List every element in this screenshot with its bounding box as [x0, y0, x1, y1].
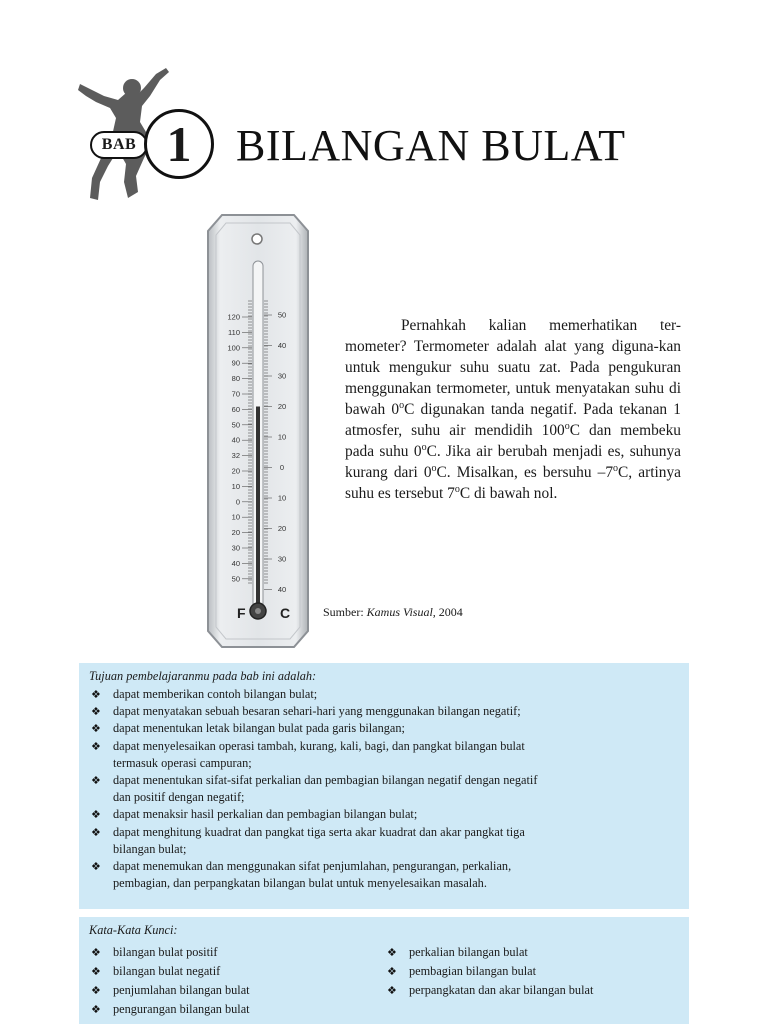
objective-text: dapat menaksir hasil perkalian dan pembagian bilangan bulat;	[113, 807, 418, 822]
diamond-bullet-icon: ❖	[91, 965, 101, 978]
image-source-caption	[323, 605, 463, 620]
intro-paragraph	[345, 315, 681, 504]
keyword-text: penjumlahan bilangan bulat	[113, 983, 250, 997]
celsius-tick-label: 10	[277, 493, 287, 503]
objective-text: dapat menyelesaikan operasi tambah, kurang, kali, bagi, dan pangkat bilangan bulat termasuk operasi campuran;	[113, 738, 525, 770]
diamond-bullet-icon: ❖	[91, 722, 101, 736]
learning-objectives-box	[79, 663, 689, 909]
source-label: Sumber:	[323, 605, 364, 619]
chapter-number: 1	[144, 109, 214, 179]
diamond-bullet-icon: ❖	[91, 808, 101, 822]
fahrenheit-tick-label: 40	[231, 435, 240, 445]
chapter-header	[0, 0, 768, 210]
objective-item	[89, 686, 553, 703]
degree-mark: o	[613, 462, 619, 474]
objectives-title: Tujuan pembelajaranmu pada bab ini adalah:	[89, 669, 317, 683]
diamond-bullet-icon: ❖	[91, 1003, 101, 1016]
celsius-tick-label: 30	[277, 554, 287, 564]
diamond-bullet-icon: ❖	[91, 825, 101, 839]
keyword-item	[89, 962, 385, 981]
diamond-bullet-icon: ❖	[91, 860, 101, 874]
fahrenheit-tick-label: 60	[231, 404, 240, 414]
objective-item	[89, 806, 553, 823]
keyword-item	[385, 981, 593, 1000]
degree-mark: o	[431, 462, 437, 474]
diamond-bullet-icon: ❖	[387, 984, 397, 997]
celsius-tick-label: 40	[277, 585, 287, 594]
intro-text: C dan membeku pada suhu 0	[345, 422, 681, 460]
fahrenheit-tick-label: 80	[231, 374, 240, 384]
keyword-text: perkalian bilangan bulat	[409, 945, 528, 959]
fahrenheit-tick-label: 50	[231, 420, 240, 430]
celsius-tick-label: 50	[277, 310, 287, 320]
degree-mark: o	[399, 399, 405, 411]
intro-text: C digunakan tanda negatif. Pada tekanan 1 atmosfer, suhu air mendidih 100	[345, 401, 681, 439]
fahrenheit-tick-label: 0	[235, 497, 240, 507]
objective-text: dapat menghitung kuadrat dan pangkat tiga serta akar kuadrat dan akar pangkat tiga bilangan bulat;	[113, 824, 525, 856]
fahrenheit-tick-label: 50	[231, 574, 240, 584]
objective-item	[89, 703, 553, 720]
keyword-text: pembagian bilangan bulat	[409, 964, 537, 978]
keyword-text: bilangan bulat positif	[113, 945, 218, 959]
degree-mark: o	[421, 441, 427, 453]
bab-label: BAB	[90, 131, 148, 159]
keywords-columns	[89, 943, 679, 1019]
fahrenheit-tick-label: 90	[231, 358, 240, 368]
fahrenheit-tick-label: 32	[231, 451, 240, 461]
objective-text: dapat memberikan contoh bilangan bulat;	[113, 687, 318, 701]
diamond-bullet-icon: ❖	[91, 946, 101, 959]
celsius-tick-label: 40	[277, 341, 287, 350]
hanging-hole	[252, 234, 262, 244]
degree-mark: o	[564, 420, 570, 432]
intro-text: C. Jika air berubah menjadi es, suhunya kurang dari 0	[345, 443, 681, 481]
celsius-tick-label: 30	[277, 371, 287, 381]
chapter-title: BILANGAN BULAT	[236, 121, 626, 170]
fahrenheit-tick-label: 10	[231, 481, 240, 491]
keywords-title: Kata-Kata Kunci:	[89, 923, 178, 937]
objective-text: dapat menentukan letak bilangan bulat pada garis bilangan;	[113, 721, 405, 736]
intro-text: Pernahkah kalian memerhatikan ter-mometer? Termometer adalah alat yang diguna-kan untuk mengukur suhu suatu zat. Pada pengukuran menggunakan termometer, untuk menyatakan suhu di bawah 0	[345, 317, 681, 418]
keyword-item	[385, 962, 593, 981]
keyword-item	[89, 1000, 385, 1019]
keyword-text: bilangan bulat negatif	[113, 964, 221, 978]
diamond-bullet-icon: ❖	[91, 984, 101, 997]
keywords-box	[79, 917, 689, 1024]
objective-item	[89, 858, 553, 892]
fahrenheit-tick-label: 120	[227, 312, 240, 322]
keyword-item	[385, 943, 593, 962]
fahrenheit-tick-label: 30	[231, 543, 240, 553]
objective-text: dapat menentukan sifat-sifat perkalian dan pembagian bilangan negatif dengan negatif dan positif dengan negatif;	[113, 773, 538, 805]
diamond-bullet-icon: ❖	[387, 946, 397, 959]
keywords-left-column	[89, 943, 385, 1019]
source-year: 2004	[438, 605, 463, 619]
fahrenheit-tick-label: 20	[231, 466, 240, 476]
celsius-label: C	[280, 605, 291, 621]
keyword-text: pengurangan bilangan bulat	[113, 1002, 250, 1016]
diamond-bullet-icon: ❖	[387, 965, 397, 978]
objective-item	[89, 772, 553, 806]
thermometer-image	[204, 213, 312, 649]
keyword-item	[89, 943, 385, 962]
keyword-text: perpangkatan dan akar bilangan bulat	[409, 983, 594, 997]
objective-item	[89, 738, 553, 772]
fahrenheit-label: F	[237, 605, 246, 621]
celsius-tick-label: 0	[279, 463, 285, 472]
fahrenheit-tick-label: 10	[231, 512, 240, 522]
keywords-right-column	[385, 943, 593, 1019]
objective-text: dapat menemukan dan menggunakan sifat penjumlahan, pengurangan, perkalian, pembagian, dan perpangkatan bilangan bulat untuk menyelesaikan masalah.	[113, 859, 512, 891]
objective-text: dapat menyatakan sebuah besaran sehari-hari yang menggunakan bilangan negatif;	[113, 704, 521, 719]
fahrenheit-tick-label: 100	[227, 343, 240, 353]
objectives-list	[89, 686, 679, 892]
fahrenheit-tick-label: 40	[231, 558, 240, 568]
mercury-column	[256, 407, 260, 612]
degree-mark: o	[454, 483, 460, 495]
objective-item	[89, 720, 553, 737]
fahrenheit-tick-label: 20	[231, 528, 240, 538]
intro-text: C di bawah nol.	[459, 485, 558, 502]
diamond-bullet-icon: ❖	[91, 688, 101, 701]
celsius-tick-label: 20	[277, 402, 287, 411]
celsius-tick-label: 10	[277, 432, 287, 442]
intro-text: C, artinya suhu es tersebut 7	[345, 464, 681, 502]
intro-text: C. Misalkan, es bersuhu –7	[436, 464, 614, 481]
diamond-bullet-icon: ❖	[91, 774, 101, 788]
diamond-bullet-icon: ❖	[91, 739, 101, 753]
keyword-item	[89, 981, 385, 1000]
source-book: Kamus Visual,	[366, 605, 436, 619]
diamond-bullet-icon: ❖	[91, 705, 101, 719]
fahrenheit-tick-label: 70	[231, 389, 240, 399]
fahrenheit-tick-label: 110	[228, 327, 240, 337]
objective-item	[89, 824, 553, 858]
celsius-tick-label: 20	[277, 524, 287, 533]
